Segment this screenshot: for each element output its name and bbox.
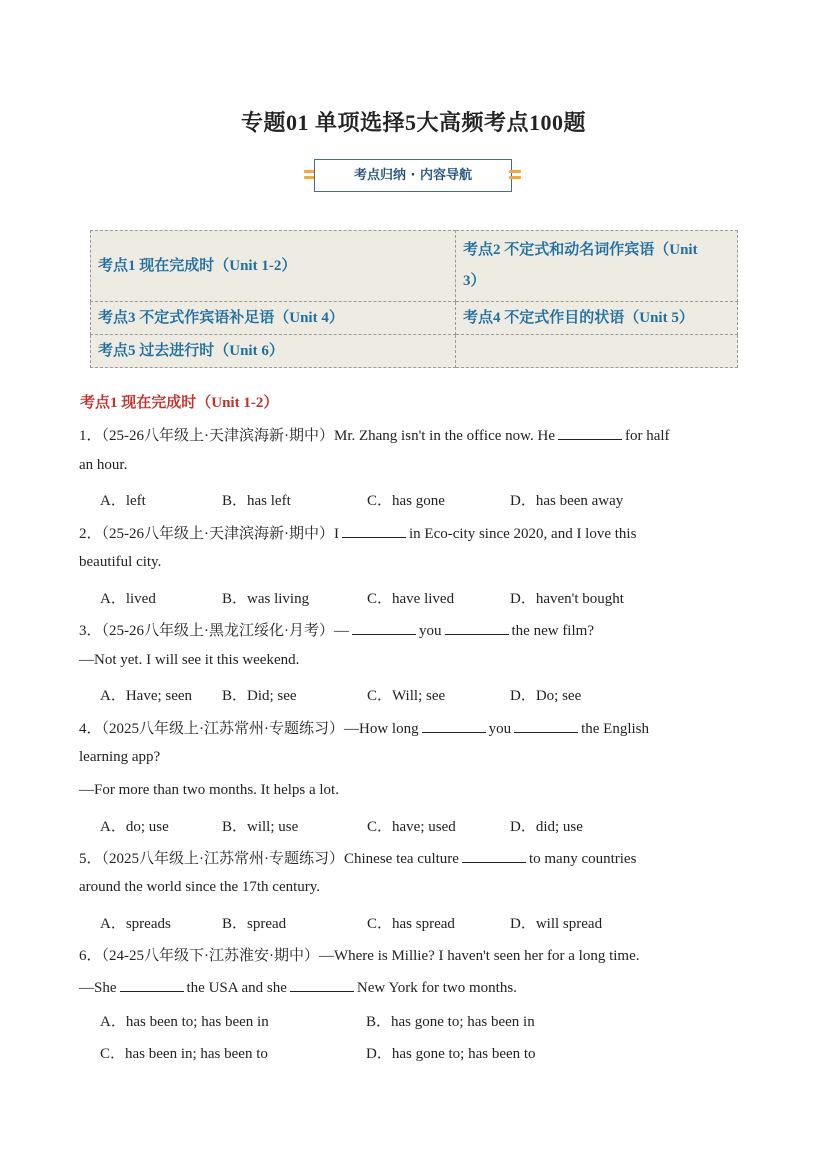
nav-topic-2[interactable]: 考点2 不定式和动名词作宾语（Unit 3） (456, 231, 738, 302)
q3-option-a[interactable]: A．Have; seen (100, 688, 193, 704)
q2-option-b[interactable]: B．was living (222, 591, 310, 607)
question-3-cont: —Not yet. I will see it this weekend. (79, 652, 300, 668)
section-title: 考点1 现在完成时（Unit 1-2） (80, 395, 279, 411)
q4-option-a[interactable]: A．do; use (100, 819, 169, 835)
q5-option-b[interactable]: B．spread (222, 916, 287, 932)
q5-option-c[interactable]: C．has spread (367, 916, 455, 932)
q6-option-c[interactable]: C．has been in; has been to (100, 1046, 268, 1062)
q1-option-a[interactable]: A．left (100, 493, 146, 509)
q5-option-a[interactable]: A．spreads (100, 916, 171, 932)
answer-blank[interactable] (445, 620, 509, 635)
nav-topic-5[interactable]: 考点5 过去进行时（Unit 6） (91, 335, 456, 368)
answer-blank[interactable] (290, 977, 354, 992)
nav-topic-4[interactable]: 考点4 不定式作目的状语（Unit 5） (456, 302, 738, 335)
question-4-reply: —For more than two months. It helps a lot. (79, 782, 339, 798)
q6-option-d[interactable]: D．has gone to; has been to (366, 1046, 536, 1062)
topic-navigation-table (90, 230, 738, 368)
nav-empty-cell (456, 335, 738, 368)
q6-option-b[interactable]: B．has gone to; has been in (366, 1014, 535, 1030)
question-2: 2．（25-26八年级上·天津滨海新·期中）I in Eco-city since 2020, and I love this (79, 522, 636, 543)
question-5: 5．（2025八年级上·江苏常州·专题练习）Chinese tea culture to many countries (79, 847, 636, 868)
q1-option-c[interactable]: C．has gone (367, 493, 445, 509)
answer-blank[interactable] (342, 523, 406, 538)
answer-blank[interactable] (462, 848, 526, 863)
question-4: 4．（2025八年级上·江苏常州·专题练习）—How long you the English (79, 717, 649, 738)
q3-option-c[interactable]: C．Will; see (367, 688, 446, 704)
q2-option-d[interactable]: D．haven't bought (510, 591, 624, 607)
question-2-cont: beautiful city. (79, 554, 162, 570)
answer-blank[interactable] (120, 977, 184, 992)
question-6-reply: —She the USA and she New York for two months. (79, 977, 517, 997)
question-1-cont: an hour. (79, 457, 128, 473)
q4-option-c[interactable]: C．have; used (367, 819, 456, 835)
question-5-cont: around the world since the 17th century. (79, 879, 321, 895)
answer-blank[interactable] (352, 620, 416, 635)
q5-option-d[interactable]: D．will spread (510, 916, 603, 932)
q6-option-a[interactable]: A．has been to; has been in (100, 1014, 269, 1030)
nav-badge: 考点归纳 · 内容导航 (314, 159, 512, 192)
question-6: 6．（24-25八年级下·江苏淮安·期中）—Where is Millie? I haven't seen her for a long time. (79, 948, 640, 964)
answer-blank[interactable] (422, 718, 486, 733)
q2-option-c[interactable]: C．have lived (367, 591, 455, 607)
nav-topic-3[interactable]: 考点3 不定式作宾语补足语（Unit 4） (91, 302, 456, 335)
question-4-cont: learning app? (79, 749, 161, 765)
nav-topic-1[interactable]: 考点1 现在完成时（Unit 1-2） (91, 231, 456, 302)
question-3: 3．（25-26八年级上·黑龙江绥化·月考）— you the new film? (79, 619, 594, 640)
q4-option-b[interactable]: B．will; use (222, 819, 299, 835)
q3-option-b[interactable]: B．Did; see (222, 688, 297, 704)
q1-option-d[interactable]: D．has been away (510, 493, 624, 509)
q3-option-d[interactable]: D．Do; see (510, 688, 582, 704)
page-title: 专题01 单项选择5大高频考点100题 (240, 110, 586, 135)
q4-option-d[interactable]: D．did; use (510, 819, 583, 835)
question-1: 1．（25-26八年级上·天津滨海新·期中）Mr. Zhang isn't in the office now. He for half (79, 424, 670, 445)
q2-option-a[interactable]: A．lived (100, 591, 156, 607)
answer-blank[interactable] (558, 425, 622, 440)
q1-option-b[interactable]: B．has left (222, 493, 291, 509)
badge-right-decoration (509, 170, 521, 181)
answer-blank[interactable] (514, 718, 578, 733)
